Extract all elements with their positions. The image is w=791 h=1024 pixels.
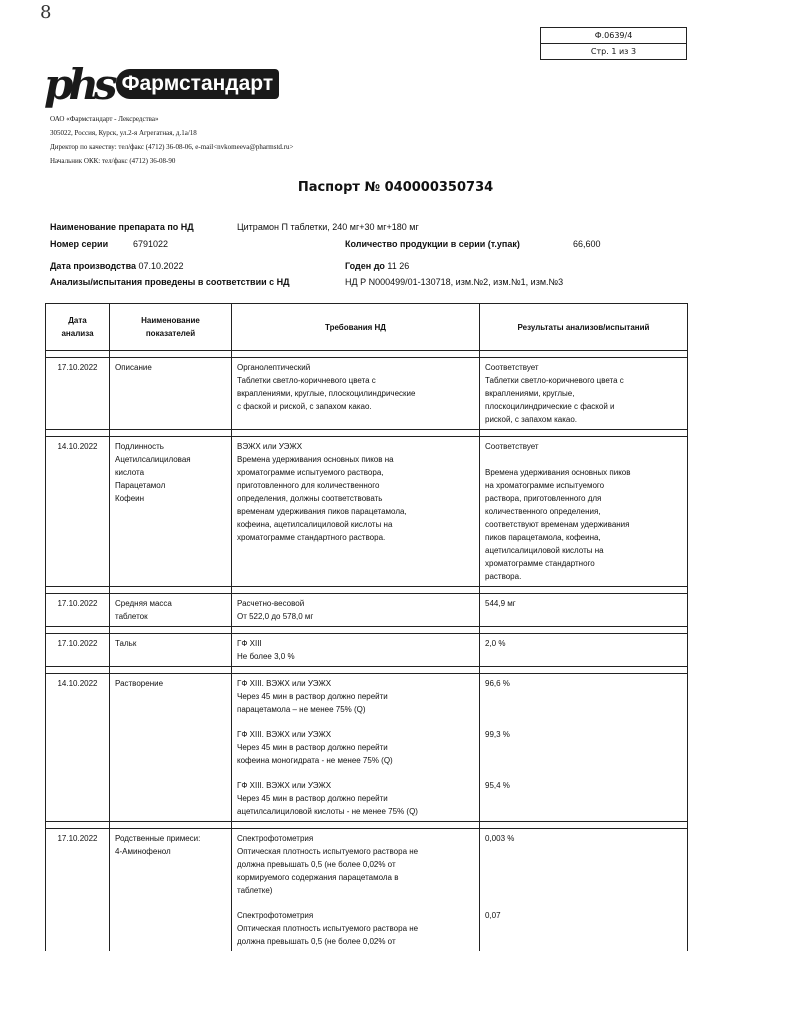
valid-until-label: Годен до: [345, 261, 385, 271]
row-requirements: ВЭЖХ или УЭЖХ Времена удерживания основных пиков на хроматограмме испытуемого раствора, приготовленного для количественного определения, должны соответствовать временам удерживания пиков парацетамола, кофеина, ацетилсалициловой кислоты на хроматограмме стандартного раствора.: [232, 437, 480, 587]
valid-until-field: [345, 261, 409, 271]
row-requirements: Спектрофотометрия Оптическая плотность испытуемого раствора не должна превышать 0,5 (не более 0,02% от кормируемого содержания парацетамола в таблетке) Спектрофотометрия Оптическая плотность испытуемого раствора не должна превышать 0,5 (не более 0,02% от: [232, 829, 480, 952]
header-results: Результаты анализов/испытаний: [480, 304, 688, 351]
row-results: 0,003 % 0,07: [480, 829, 688, 952]
header-requirements: Требования НД: [232, 304, 480, 351]
row-indicator: Средняя масса таблеток: [110, 594, 232, 627]
production-date-field: [50, 261, 184, 271]
document-title: Паспорт № 040000350734: [297, 180, 494, 195]
company-name: ОАО «Фармстандарт - Лексредства»: [50, 115, 159, 123]
row-date: 17.10.2022: [46, 829, 110, 952]
row-date: 17.10.2022: [46, 594, 110, 627]
row-indicator: Описание: [110, 358, 232, 430]
table-row: [46, 674, 688, 822]
qc-head-contact: Начальник ОКК: тел/факс (4712) 36-08-90: [50, 157, 176, 165]
header-indicator: Наименование показателей: [110, 304, 232, 351]
row-indicator: Подлинность Ацетилсалициловая кислота Парацетамол Кофеин: [110, 437, 232, 587]
row-indicator: Растворение: [110, 674, 232, 822]
quantity-label: Количество продукции в серии (т.упак): [345, 239, 520, 249]
row-results: 544,9 мг: [480, 594, 688, 627]
handwritten-mark: 8: [40, 2, 52, 23]
row-requirements: Органолептический Таблетки светло-коричневого цвета с вкраплениями, круглые, плоскоцилиндрические с фаской и риской, с запахом какао.: [232, 358, 480, 430]
table-row: [46, 358, 688, 430]
row-indicator: Тальк: [110, 634, 232, 667]
table-row: [46, 594, 688, 627]
nd-value: НД Р N000499/01-130718, изм.№2, изм.№1, изм.№3: [345, 277, 564, 287]
series-value: 6791022: [133, 239, 169, 249]
table-row: [46, 634, 688, 667]
analysis-table: [45, 303, 688, 951]
form-code: Ф.0639/4: [594, 31, 633, 40]
table-header-row: [46, 304, 688, 351]
row-requirements: ГФ XIII. ВЭЖХ или УЭЖХ Через 45 мин в раствор должно перейти парацетамола – не менее 75% (Q) ГФ XIII. ВЭЖХ или УЭЖХ Через 45 мин в раствор должно перейти кофеина моногидрата - не менее 75% (Q) ГФ XIII. ВЭЖХ или УЭЖХ Через 45 мин в раствор должно перейти ацетилсалициловой кислоты - не менее 75% (Q): [232, 674, 480, 822]
row-indicator: Родственные примеси: 4-Аминофенол: [110, 829, 232, 952]
row-results: Соответствует Времена удерживания основных пиков на хроматограмме испытуемого раствора, приготовленного для количественного определения, соответствуют временам удерживания пиков парацетамола, кофеина, ацетилсалициловой кислоты на хроматограмме стандартного раствора.: [480, 437, 688, 587]
production-date-value: 07.10.2022: [138, 261, 184, 271]
product-name-value: Цитрамон П таблетки, 240 мг+30 мг+180 мг: [237, 222, 419, 232]
logo-name: Фармстандарт: [116, 69, 280, 99]
header-date: Дата анализа: [46, 304, 110, 351]
company-logo: [44, 59, 279, 109]
table-row: [46, 437, 688, 587]
valid-until-value: 11 26: [387, 261, 410, 271]
row-date: 17.10.2022: [46, 358, 110, 430]
table-row: [46, 829, 688, 952]
product-name-label: Наименование препарата по НД: [50, 222, 194, 232]
logo-mark: phs: [44, 59, 113, 109]
row-date: 17.10.2022: [46, 634, 110, 667]
quantity-value: 66,600: [573, 239, 601, 249]
row-results: 2,0 %: [480, 634, 688, 667]
company-address: 305022, Россия, Курск, ул.2-я Агрегатная, д.1а/18: [50, 129, 197, 137]
row-requirements: ГФ XIII Не более 3,0 %: [232, 634, 480, 667]
row-requirements: Расчетно-весовой От 522,0 до 578,0 мг: [232, 594, 480, 627]
row-date: 14.10.2022: [46, 674, 110, 822]
row-date: 14.10.2022: [46, 437, 110, 587]
row-results: 96,6 % 99,3 % 95,4 %: [480, 674, 688, 822]
nd-label: Анализы/испытания проведены в соответствии с НД: [50, 277, 290, 287]
row-results: Соответствует Таблетки светло-коричневого цвета с вкраплениями, круглые, плоскоцилиндрические с фаской и риской, с запахом какао.: [480, 358, 688, 430]
company-details: [50, 112, 293, 168]
series-label: Номер серии: [50, 239, 109, 249]
production-date-label: Дата производства: [50, 261, 136, 271]
quality-director-contact: Директор по качеству: тел/факс (4712) 36-08-06, e-mail<nvkomeeva@pharmstd.ru>: [50, 143, 294, 151]
form-code-box: [540, 27, 687, 60]
page-counter: Стр. 1 из 3: [541, 43, 686, 59]
